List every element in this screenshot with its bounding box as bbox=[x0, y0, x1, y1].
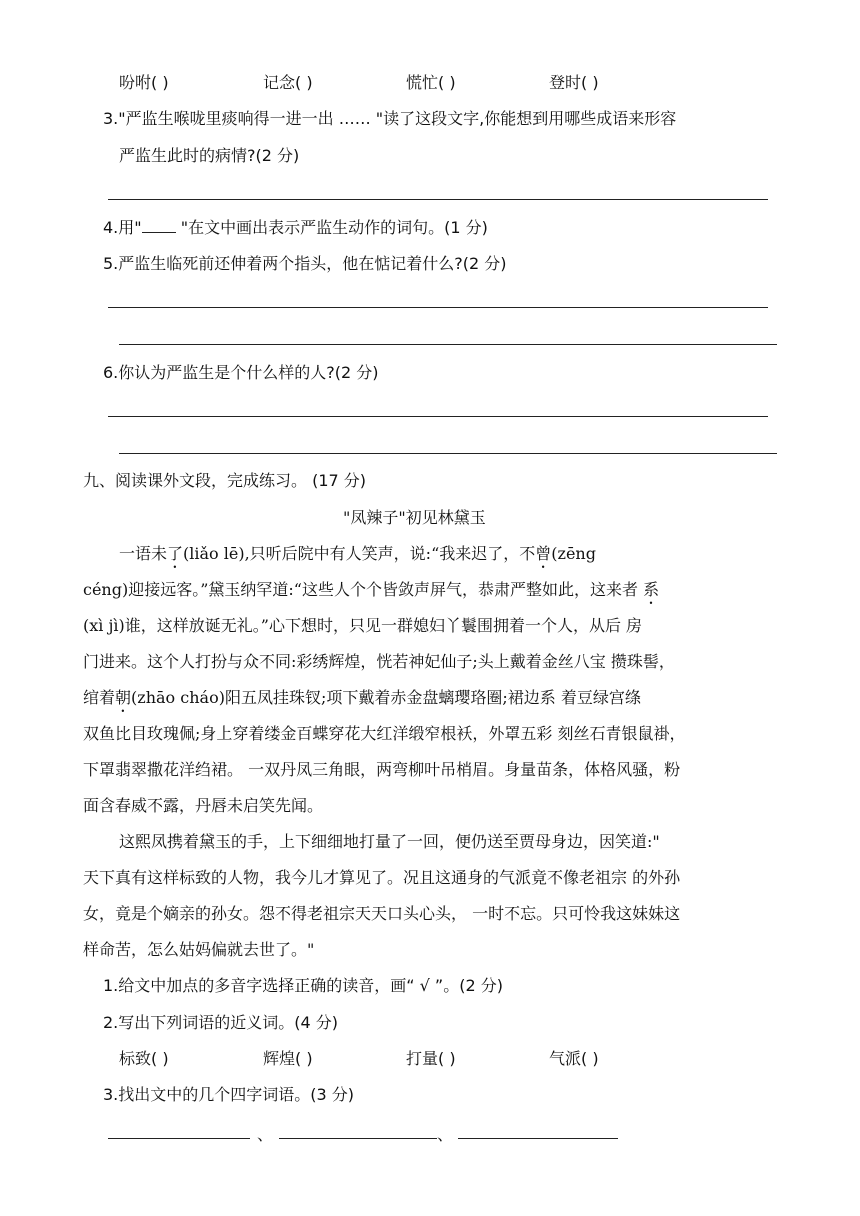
question-a1: 1.给文中加点的多音字选择正确的读音，画“ √ ”。(2 分) bbox=[103, 976, 503, 995]
answer-blank[interactable]: ( ) bbox=[151, 1049, 169, 1068]
answer-blank[interactable]: ( ) bbox=[438, 1049, 456, 1068]
answer-line[interactable] bbox=[108, 416, 768, 417]
word-label: 慌忙 bbox=[406, 73, 439, 92]
passage-line: 女，竟是个嫡亲的孙女。怨不得老祖宗天天口头心头， 一时不忘。只可怜我这妹妹这 bbox=[83, 904, 681, 923]
answer-blank[interactable]: ( ) bbox=[295, 73, 313, 92]
underline-sample bbox=[142, 218, 176, 233]
answer-line[interactable] bbox=[108, 199, 768, 200]
question-a3: 3.找出文中的几个四字词语。(3 分) bbox=[103, 1085, 355, 1104]
word-label: 打量 bbox=[406, 1049, 439, 1068]
question-4-text-start: 4.用" bbox=[103, 218, 142, 237]
question-3-line-1: 3."严监生喉咙里痰响得一进一出 …… "读了这段文字,你能想到用哪些成语来形容 bbox=[103, 109, 677, 128]
question-4-text-end: "在文中画出表示严监生动作的词句。(1 分) bbox=[175, 218, 488, 237]
section-9-heading: 九、阅读课外文段，完成练习。 (17 分) bbox=[83, 471, 367, 490]
word-label: 气派 bbox=[549, 1049, 582, 1068]
passage-line: céng)迎接远客。”黛玉纳罕道:“这些人个个皆敛声屏气，恭肃严整如此，这来者 系 bbox=[83, 580, 660, 599]
answer-line[interactable] bbox=[119, 344, 777, 345]
answer-blank[interactable]: ( ) bbox=[295, 1049, 313, 1068]
passage-line: 这熙凤携着黛玉的手，上下细细地打量了一回，便仍送至贾母身边，因笑道:" bbox=[119, 832, 660, 851]
word-blank-1[interactable] bbox=[119, 72, 169, 94]
answer-blank[interactable]: ( ) bbox=[581, 1049, 599, 1068]
answer-blank[interactable]: ( ) bbox=[438, 73, 456, 92]
question-5: 5.严监生临死前还伸着两个指头，他在惦记着什么?(2 分) bbox=[103, 254, 507, 273]
passage-line: 双鱼比目玫瑰佩;身上穿着缕金百蝶穿花大红洋缎窄根袄，外罩五彩 刻丝石青银鼠褂， bbox=[83, 724, 686, 743]
answer-line[interactable] bbox=[108, 1138, 250, 1139]
word-label: 吩咐 bbox=[119, 73, 152, 92]
passage-line: 样命苦，怎么姑妈偏就去世了。" bbox=[83, 940, 315, 959]
answer-blank[interactable]: ( ) bbox=[581, 73, 599, 92]
word-label: 标致 bbox=[119, 1049, 152, 1068]
word-blank-8[interactable] bbox=[549, 1048, 599, 1070]
word-label: 记念 bbox=[263, 73, 296, 92]
answer-line[interactable] bbox=[279, 1138, 437, 1139]
passage-line: 绾着朝(zhāo cháo)阳五凤挂珠钗;项下戴着赤金盘螭璎珞圈;裙边系 着豆绿宫绦 bbox=[83, 688, 641, 707]
answer-line[interactable] bbox=[458, 1138, 618, 1139]
passage-line: 下罩翡翠撒花洋绉裙。 一双丹凤三角眼，两弯柳叶吊梢眉。身量苗条，体格风骚，粉 bbox=[83, 760, 681, 779]
answer-line[interactable] bbox=[108, 307, 768, 308]
question-a2: 2.写出下列词语的近义词。(4 分) bbox=[103, 1013, 339, 1032]
dotted-char: 了 bbox=[167, 544, 184, 563]
word-blank-6[interactable] bbox=[263, 1048, 313, 1070]
passage-line: 一语未了(liǎo lē),只听后院中有人笑声，说:“我来迟了，不曾(zēng bbox=[119, 544, 596, 563]
word-blank-5[interactable] bbox=[119, 1048, 169, 1070]
word-label: 登时 bbox=[549, 73, 582, 92]
passage-line: 天下真有这样标致的人物，我今儿才算见了。况且这通身的气派竟不像老祖宗 的外孙 bbox=[83, 868, 681, 887]
dotted-char: 曾 bbox=[535, 544, 552, 563]
question-3-line-2: 严监生此时的病情?(2 分) bbox=[119, 146, 300, 165]
answer-line[interactable] bbox=[119, 453, 777, 454]
passage-line: 面含春威不露，丹唇未启笑先闻。 bbox=[83, 796, 324, 815]
separator: 、 bbox=[257, 1125, 274, 1144]
word-blank-3[interactable] bbox=[406, 72, 456, 94]
separator: 、 bbox=[437, 1125, 454, 1144]
passage-title: "凤辣子"初见林黛玉 bbox=[343, 508, 486, 527]
passage-line: (xì jì)谁，这样放诞无礼。”心下想时，只见一群媳妇丫鬟围拥着一个人，从后 房 bbox=[83, 616, 643, 635]
question-4 bbox=[103, 217, 488, 239]
question-6: 6.你认为严监生是个什么样的人?(2 分) bbox=[103, 363, 379, 382]
word-blank-2[interactable] bbox=[263, 72, 313, 94]
word-label: 辉煌 bbox=[263, 1049, 296, 1068]
word-blank-7[interactable] bbox=[406, 1048, 456, 1070]
word-blank-4[interactable] bbox=[549, 72, 599, 94]
dotted-char: 朝 bbox=[115, 688, 132, 707]
passage-line: 门进来。这个人打扮与众不同:彩绣辉煌，恍若神妃仙子;头上戴着金丝八宝 攒珠髻， bbox=[83, 652, 675, 671]
answer-blank[interactable]: ( ) bbox=[151, 73, 169, 92]
dotted-char: 系 bbox=[643, 580, 660, 599]
